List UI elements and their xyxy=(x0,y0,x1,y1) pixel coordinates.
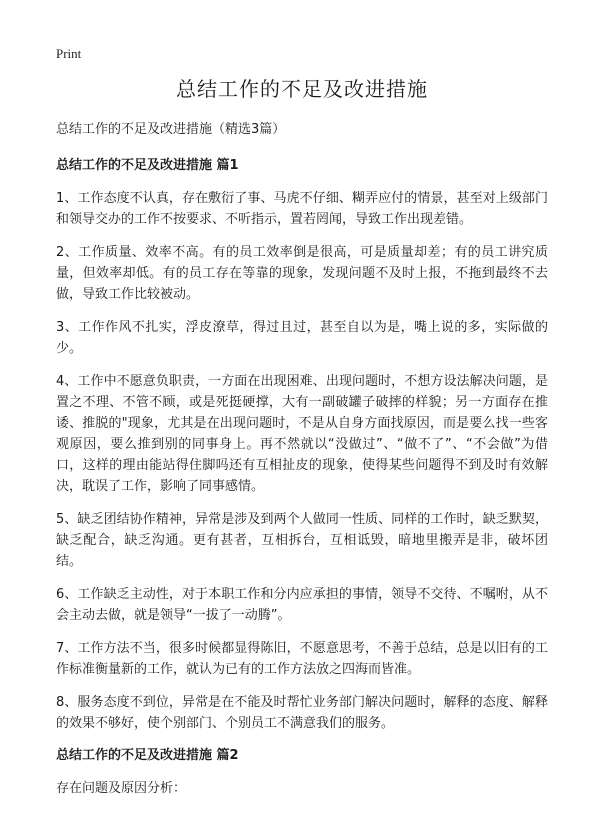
document-subtitle: 总结工作的不足及改进措施（精选3篇） xyxy=(56,122,286,137)
paragraph: 4、工作中不愿意负职责，一方面在出现困难、出现问题时，不想方设法解决问题，是置之不理、不管不顾，或是死挺硬撑，大有一副破罐子破摔的样貌；另一方面存在推诿、推脱的"现象，尤其是在出现问题时，不是从自身方面找原因，而是要么找一些客观原因，要么推到别的同事身上。再不然就以“没做过”、“做不了”、“不会做”为借口，这样的理由能站得住脚吗还有互相扯皮的现象，使得某些问题得不到及时有效解决，耽误了工作，影响了同事感情。 xyxy=(56,374,548,494)
paragraph: 8、服务态度不到位，异常是在不能及时帮忙业务部门解决问题时，解释的态度、解释的效果不够好，使个别部门、个别员工不满意我们的服务。 xyxy=(56,695,548,731)
page-title: 总结工作的不足及改进措施 xyxy=(176,77,428,101)
paragraph: 6、工作缺乏主动性，对于本职工作和分内应承担的事情，领导不交待、不嘱咐，从不会主动去做，就是领导“一拔了一动腾”。 xyxy=(56,587,548,623)
paragraph: 7、工作方法不当，很多时候都显得陈旧，不愿意思考，不善于总结，总是以旧有的工作标准衡量新的工作，就认为已有的工作方法放之四海而皆准。 xyxy=(56,641,548,677)
print-link[interactable]: Print xyxy=(56,46,82,61)
paragraph: 3、工作作风不扎实，浮皮潦草，得过且过，甚至自以为是，嘴上说的多，实际做的少。 xyxy=(56,320,548,356)
paragraph: 1、工作态度不认真，存在敷衍了事、马虎不仔细、糊弄应付的情景，甚至对上级部门和领导交办的工作不按要求、不听指示，置若罔闻，导致工作出现差错。 xyxy=(56,191,548,227)
paragraph: 2、工作质量、效率不高。有的员工效率倒是很高，可是质量却差；有的员工讲究质量，但效率却低。有的员工存在等靠的现象，发现问题不及时上报，不拖到最终不去做，导致工作比较被动。 xyxy=(56,245,548,302)
section-heading-1: 总结工作的不足及改进措施 篇1 xyxy=(56,158,239,173)
section-heading-2: 总结工作的不足及改进措施 篇2 xyxy=(56,748,239,763)
paragraph: 5、缺乏团结协作精神，异常是涉及到两个人做同一性质、同样的工作时，缺乏默契，缺乏配合，缺乏沟通。更有甚者，互相拆台，互相诋毁，暗地里搬弄是非，破坏团结。 xyxy=(56,512,548,569)
paragraph: 存在问题及原因分析： xyxy=(56,781,187,796)
